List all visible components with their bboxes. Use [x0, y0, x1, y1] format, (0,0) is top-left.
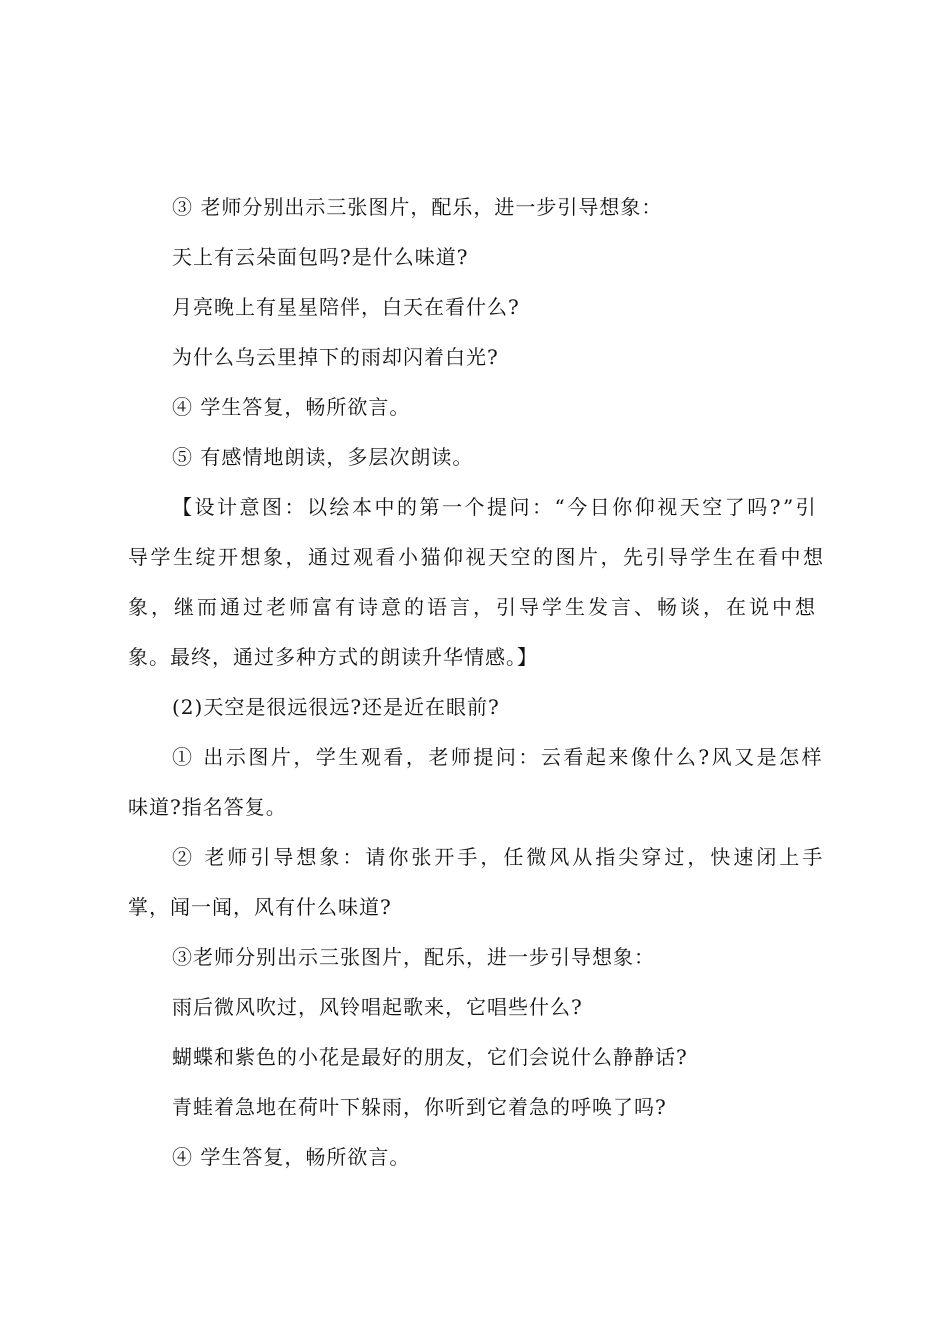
text-line: 为什么乌云里掉下的雨却闪着白光? [172, 345, 499, 369]
text-line: (2)天空是很远很远?还是近在眼前? [172, 695, 500, 719]
text-line: 掌，闻一闻，风有什么味道? [128, 895, 392, 919]
text-line: 味道?指名答复。 [128, 795, 287, 819]
text-line: ⑤ 有感情地朗读，多层次朗读。 [172, 445, 474, 469]
text-line: ② 老师引导想象：请你张开手，任微风从指尖穿过，快速闭上手 [172, 845, 826, 869]
text-line: ③老师分别出示三张图片，配乐，进一步引导想象： [172, 945, 655, 969]
text-line: 天上有云朵面包吗?是什么味道? [172, 245, 469, 269]
text-line: 象，继而通过老师富有诗意的语言，引导学生发言、畅谈，在说中想 [128, 595, 818, 619]
text-line: ④ 学生答复，畅所欲言。 [172, 395, 411, 419]
text-line: 【设计意图：以绘本中的第一个提问：“今日你仰视天空了吗?”引 [172, 495, 819, 519]
text-line: 月亮晚上有星星陪伴，白天在看什么? [172, 295, 520, 319]
text-line: 雨后微风吹过，风铃唱起歌来，它唱些什么? [172, 995, 583, 1019]
text-line: ① 出示图片，学生观看，老师提问：云看起来像什么?风又是怎样 [172, 745, 825, 769]
text-line: 蝴蝶和紫色的小花是最好的朋友，它们会说什么静静话? [172, 1045, 688, 1069]
text-line: 导学生绽开想象，通过观看小猫仰视天空的图片，先引导学生在看中想 [128, 545, 826, 569]
text-line: ④ 学生答复，畅所欲言。 [172, 1145, 411, 1169]
text-line: ③ 老师分别出示三张图片，配乐，进一步引导想象： [172, 195, 663, 219]
text-line: 青蛙着急地在荷叶下躲雨，你听到它着急的呼唤了吗? [172, 1095, 667, 1119]
text-line: 象。最终，通过多种方式的朗读升华情感。】 [128, 645, 538, 669]
